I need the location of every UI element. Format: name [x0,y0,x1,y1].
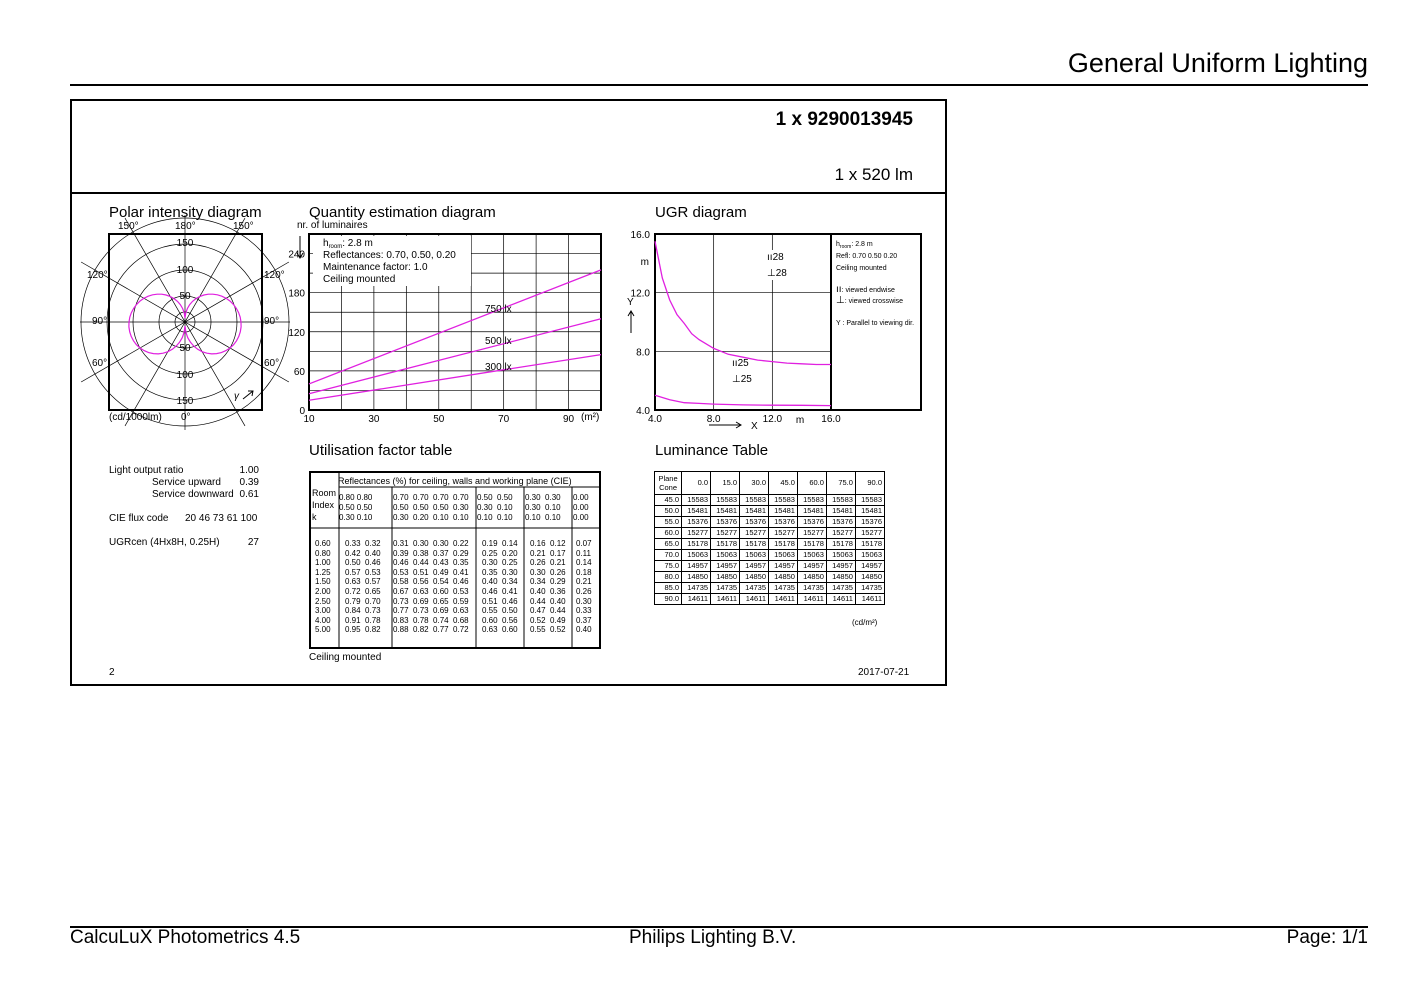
page-heading: General Uniform Lighting [1067,48,1368,78]
polar-angle-label: 180° [175,221,196,232]
x-tick-label: 70 [498,414,510,425]
luminance-cell: 15178 [740,539,769,550]
luminance-cell: 15376 [682,517,711,528]
quantity-lines [309,270,601,400]
ugr-x-axis: X [751,421,758,432]
series-label: 300 lx [485,362,512,373]
y-tick-label: 180 [288,288,305,300]
table-row [655,528,885,539]
luminance-cell: 15063 [797,550,826,561]
util-reflectance-cell: 0.70 0.70 0.70 0.70 [393,493,469,502]
util-cell: 0.46 0.44 0.43 0.35 [393,558,469,568]
luminance-cell: 14850 [769,572,798,583]
y-tick-label: 4.0 [636,406,650,417]
table-row [655,594,885,605]
luminance-cell: 15481 [740,506,769,517]
y-tick-label: 240 [288,249,305,261]
header-rule [70,84,1368,86]
table-row [655,572,885,583]
util-cell: 0.95 0.82 [345,625,381,635]
util-cell: 0.26 0.21 [530,558,566,568]
quantity-note-hroom: $h_{room}$: 2.8 m [323,238,373,250]
util-room-index: 2.00 [315,587,331,596]
luminance-row-header: 90.0 [655,594,682,605]
luminance-cell: 15376 [797,517,826,528]
util-room-index: 1.00 [315,558,331,568]
luminance-row-header: 85.0 [655,583,682,594]
util-reflectance-cell: 0.30 0.30 [525,493,561,502]
luminance-cell: 15277 [797,528,826,539]
endwise-icon: ıı [732,358,738,369]
luminance-row-header: 50.0 [655,506,682,517]
polar-angle-label: 120° [87,270,108,281]
util-room-index: 0.80 [315,548,331,558]
luminance-cell: 15277 [769,528,798,539]
x-tick-label: 4.0 [648,414,662,425]
luminance-cell: 14735 [740,583,769,594]
util-reflectance-cell: 0.30 0.20 0.10 0.10 [393,513,469,522]
luminance-cell: 15277 [682,528,711,539]
util-cell: 0.55 0.50 [482,606,518,616]
luminance-cell: 14957 [855,561,884,572]
util-room-index-label: Room Index k [312,488,337,522]
luminance-cell: 14735 [682,583,711,594]
series-line [309,270,601,384]
service-upward-value: 0.39 [239,477,259,488]
util-reflectance-cell: 0.00 [573,513,589,522]
polar-radius-label: 50 [179,291,191,302]
table-row [655,495,885,506]
luminance-cell: 15481 [682,506,711,517]
util-reflectance-cell: 0.50 0.50 [477,493,513,502]
util-reflectance-cell: 0.10 0.10 [477,513,513,522]
util-reflectance-cell: 0.30 0.10 [477,503,513,512]
x-tick-label: 90 [562,414,575,425]
util-cell: 0.63 0.60 [482,625,518,635]
util-cell: 0.77 0.73 0.69 0.63 [393,606,469,616]
luminance-cell: 14735 [826,583,855,594]
util-cell: 0.11 [576,548,591,558]
x-tick-label: 8.0 [706,414,721,425]
util-cell: 0.58 0.56 0.54 0.46 [393,577,469,587]
util-reflectance-cell: 0.80 0.80 [339,493,373,502]
util-cell: 0.31 0.30 0.30 0.22 [393,539,469,548]
table-row [655,583,885,594]
util-title: Utilisation factor table [309,442,453,459]
luminance-column-header: 90.0 [855,472,884,495]
luminance-cell: 15481 [855,506,884,517]
luminance-cell: 15376 [826,517,855,528]
ugr-y-unit: m [640,257,649,268]
sheet-date: 2017-07-21 [858,667,910,678]
table-row [655,506,885,517]
polar-radius-label: 100 [176,265,194,276]
luminance-cell: 15063 [711,550,740,561]
ugr-chart [625,225,925,435]
ugr-legend-crosswise: ⊥: viewed crosswise [836,295,904,306]
util-cell: 0.16 0.12 [530,539,566,548]
ugr-cen-value: 27 [247,537,259,548]
lor-value: 1.00 [239,465,259,476]
util-cell: 0.39 0.38 0.37 0.29 [393,548,469,558]
luminance-cell: 14611 [682,594,711,605]
luminance-cell: 14957 [826,561,855,572]
quantity-title: Quantity estimation diagram [309,204,496,221]
series-line [309,319,601,394]
luminance-cell: 15178 [826,539,855,550]
util-cell: 0.44 0.40 [530,596,566,606]
luminance-cell: 14957 [740,561,769,572]
util-cell: 0.18 [576,567,592,577]
luminance-column-header: 30.0 [740,472,769,495]
luminance-cell: 15063 [826,550,855,561]
luminance-cell: 15178 [711,539,740,550]
util-cell: 0.83 0.78 0.74 0.68 [393,615,469,625]
luminance-corner: Plane Cone [655,472,682,495]
y-tick-label: 8.0 [636,347,650,359]
luminance-cell: 14850 [797,572,826,583]
polar-angle-label: 60° [264,358,280,369]
polar-radius-label: 100 [176,370,194,381]
ugr-legend-parallel: Y : Parallel to viewing dir. [836,320,915,327]
util-cell: 0.57 0.53 [345,567,381,577]
series-label: 750 lx [485,304,512,315]
x-tick-label: 10 [303,414,315,425]
luminance-cell: 14957 [711,561,740,572]
luminance-cell: 15178 [855,539,884,550]
luminance-row-header: 70.0 [655,550,682,561]
util-cell: 0.34 0.29 [530,577,566,587]
util-cell: 0.91 0.78 [345,615,381,625]
luminance-cell: 14611 [826,594,855,605]
util-room-index: 4.00 [315,615,331,625]
luminance-cell: 14611 [740,594,769,605]
luminance-cell: 15583 [740,495,769,506]
footer-app: CalcuLuX Photometrics 4.5 [70,927,301,948]
table-row [655,539,885,550]
luminance-cell: 15583 [682,495,711,506]
ugr-x-unit: m [795,415,805,426]
luminance-cell: 14850 [826,572,855,583]
cie-flux-value: 20 46 73 61 100 [185,513,258,524]
table-row [655,517,885,528]
luminance-row-header: 60.0 [655,528,682,539]
y-tick-label: 12.0 [630,288,650,300]
util-cell: 0.26 [576,587,592,596]
luminance-cell: 14735 [855,583,884,594]
luminance-cell: 14611 [769,594,798,605]
x-tick-label: 12.0 [762,414,783,425]
util-cell: 0.40 [576,625,592,635]
ugr-title: UGR diagram [655,204,747,221]
util-cell: 0.40 0.36 [530,587,566,596]
quantity-chart [285,228,610,428]
ugr-legend-hroom: $h_{room}$: 2.8 m [836,241,873,250]
luminance-cell: 15063 [682,550,711,561]
luminance-column-header: 0.0 [682,472,711,495]
util-cell: 0.19 0.14 [482,539,518,548]
luminance-cell: 14957 [769,561,798,572]
ugr-crosswise-25: ⊥25 [732,374,752,385]
luminance-column-header: 75.0 [826,472,855,495]
x-tick-label: 30 [368,414,380,425]
luminance-cell: 15583 [797,495,826,506]
ugr-y-axis: Y [627,297,634,308]
luminance-cell: 14957 [682,561,711,572]
luminance-cell: 14850 [855,572,884,583]
endwise-icon: ıı [767,252,773,263]
sheet-header [72,101,945,194]
luminance-cell: 15481 [769,506,798,517]
polar-angle-label: 60° [92,358,108,369]
ugr-cen-label: UGRcen (4Hx8H, 0.25H) [109,537,220,548]
luminance-row-header: 80.0 [655,572,682,583]
util-cell: 0.60 0.56 [482,615,518,625]
luminance-cell: 14611 [797,594,826,605]
util-reflectance-cell: 0.00 [573,493,589,502]
series-line [309,355,601,401]
table-row [655,550,885,561]
util-cell: 0.51 0.46 [482,596,518,606]
luminance-cell: 15481 [711,506,740,517]
luminance-column-header: 60.0 [797,472,826,495]
util-cell: 0.72 0.65 [345,587,381,596]
y-tick-label: 60 [293,366,305,378]
util-room-index: 1.25 [315,567,331,577]
util-cell: 0.55 0.52 [530,625,566,635]
ugr-crosswise-28: ⊥28 [767,268,787,279]
luminance-row-header: 75.0 [655,561,682,572]
luminance-cell: 15376 [769,517,798,528]
util-cell: 0.30 0.26 [530,567,566,577]
service-upward-label: Service upward [152,477,221,488]
table-row [655,561,885,572]
util-reflectance-cell: 0.30 0.10 [525,503,561,512]
luminance-column-header: 15.0 [711,472,740,495]
util-footnote: Ceiling mounted [309,652,382,663]
luminance-cell: 15178 [769,539,798,550]
gamma-arrow-icon [243,391,253,399]
util-cell: 0.33 [576,606,592,616]
service-downward-label: Service downward [152,489,234,500]
luminance-cell: 15277 [855,528,884,539]
util-cell: 0.35 0.30 [482,567,518,577]
quantity-x-unit: (m²) [581,412,600,423]
polar-zero-label: 0° [181,412,191,423]
luminance-cell: 14611 [711,594,740,605]
util-cell: 0.25 0.20 [482,548,518,558]
crosswise-icon: ⊥ [767,268,776,279]
luminance-cell: 14850 [682,572,711,583]
luminance-cell: 15063 [855,550,884,561]
luminance-row-header: 45.0 [655,495,682,506]
ugr-endwise-28: ıı28 [767,252,784,263]
util-cell: 0.79 0.70 [345,596,381,606]
luminance-cell: 15583 [855,495,884,506]
quantity-note-maintenance: Maintenance factor: 1.0 [323,262,428,273]
util-room-index: 3.00 [315,606,331,616]
lor-label: Light output ratio [109,465,184,476]
util-cell: 0.21 0.17 [530,548,566,558]
util-room-index: 0.60 [315,539,331,548]
quantity-y-label: nr. of luminaires [297,220,368,231]
util-room-index: 1.50 [315,577,331,587]
luminance-cell: 15481 [797,506,826,517]
util-cell: 0.40 0.34 [482,577,518,587]
polar-unit: (cd/1000lm) [109,412,162,423]
util-cell: 0.21 [576,577,592,587]
util-cell: 0.47 0.44 [530,606,566,616]
polar-angle-label: 150° [233,221,254,232]
luminance-cell: 14850 [711,572,740,583]
luminance-cell: 14735 [711,583,740,594]
ugr-legend-refl: Refl: 0.70 0.50 0.20 [836,253,898,260]
polar-gamma-label: γ [234,391,239,402]
sheet-page-number: 2 [109,667,115,678]
y-up-arrow-icon [628,311,634,333]
ugr-legend-endwise: ıı: viewed endwise [836,284,895,295]
luminance-cell: 15178 [682,539,711,550]
quantity-note-mounting: Ceiling mounted [323,274,396,285]
luminance-cell: 14735 [769,583,798,594]
polar-title: Polar intensity diagram [109,204,262,221]
luminance-cell: 15376 [711,517,740,528]
luminance-cell: 15277 [826,528,855,539]
luminance-cell: 15178 [797,539,826,550]
cie-flux-label: CIE flux code [109,513,169,524]
endwise-icon: ıı [836,284,842,295]
luminance-cell: 15481 [826,506,855,517]
util-reflectance-cell: 0.30 0.10 [339,513,373,522]
util-cell: 0.73 0.69 0.65 0.59 [393,596,469,606]
luminance-cell: 15583 [769,495,798,506]
util-cell: 0.53 0.51 0.49 0.41 [393,567,469,577]
util-cell: 0.33 0.32 [345,539,381,548]
luminance-cell: 15583 [711,495,740,506]
util-cell: 0.46 0.41 [482,587,518,596]
luminance-cell: 15376 [855,517,884,528]
luminance-cell: 14735 [797,583,826,594]
y-tick-label: 0 [299,406,305,417]
util-cell: 0.30 [576,596,592,606]
luminance-cell: 15277 [711,528,740,539]
util-room-index: 5.00 [315,625,331,635]
util-room-index: 2.50 [315,596,331,606]
util-cell: 0.50 0.46 [345,558,381,568]
luminance-cell: 14957 [797,561,826,572]
luminance-cell: 15376 [740,517,769,528]
ugr-endwise-25: ıı25 [732,358,749,369]
luminance-row-header: 55.0 [655,517,682,528]
polar-angle-label: 150° [118,221,139,232]
luminance-cell: 15583 [826,495,855,506]
luminance-row-header: 65.0 [655,539,682,550]
util-reflectance-cell: 0.00 [573,503,589,512]
luminance-table [654,471,885,605]
ugr-legend-mounting: Ceiling mounted [836,265,887,272]
luminance-cell: 14850 [740,572,769,583]
util-reflectance-cell: 0.50 0.50 0.50 0.30 [393,503,469,512]
polar-angle-label: 90° [264,316,280,327]
util-cell: 0.84 0.73 [345,606,381,616]
luminance-cell: 15277 [740,528,769,539]
ugr-curve [655,395,831,405]
polar-radius-label: 150 [176,238,194,249]
util-reflectance-cell: 0.50 0.50 [339,503,373,512]
luminance-cell: 14611 [855,594,884,605]
util-cell: 0.42 0.40 [345,548,381,558]
luminance-cell: 15063 [740,550,769,561]
polar-angle-label: 120° [264,270,285,281]
y-tick-label: 120 [288,327,305,339]
crosswise-icon: ⊥ [836,295,845,306]
util-cell: 0.63 0.57 [345,577,381,587]
y-tick-label: 16.0 [630,230,650,241]
footer-page: Page: 1/1 [1286,927,1368,948]
series-label: 500 lx [485,336,512,347]
luminaire-flux: 1 x 520 lm [834,165,913,184]
util-header: Reflectances (%) for ceiling, walls and working plane (CIE) [338,476,572,486]
luminaire-code: 1 x 9290013945 [775,109,913,130]
crosswise-icon: ⊥ [732,374,741,385]
util-cell: 0.07 [576,539,592,548]
x-tick-label: 16.0 [821,414,841,425]
luminance-column-header: 45.0 [769,472,798,495]
polar-radius-label: 50 [179,343,191,354]
luminance-cell: 15063 [769,550,798,561]
util-cell: 0.88 0.82 0.77 0.72 [393,625,469,635]
util-reflectance-cell: 0.10 0.10 [525,513,561,522]
service-downward-value: 0.61 [239,489,259,500]
util-cell: 0.37 [576,615,592,625]
polar-chart [80,215,290,430]
polar-radius-label: 150 [176,396,194,407]
luminance-title: Luminance Table [655,442,769,459]
footer-company: Philips Lighting B.V. [629,927,797,948]
polar-angle-label: 90° [92,316,108,327]
luminance-unit: (cd/m²) [852,618,878,627]
x-tick-label: 50 [433,414,445,425]
util-cell: 0.52 0.49 [530,615,566,625]
quantity-note-reflectances: Reflectances: 0.70, 0.50, 0.20 [323,250,456,261]
util-cell: 0.30 0.25 [482,558,518,568]
util-cell: 0.14 [576,558,592,568]
util-cell: 0.67 0.63 0.60 0.53 [393,587,469,596]
